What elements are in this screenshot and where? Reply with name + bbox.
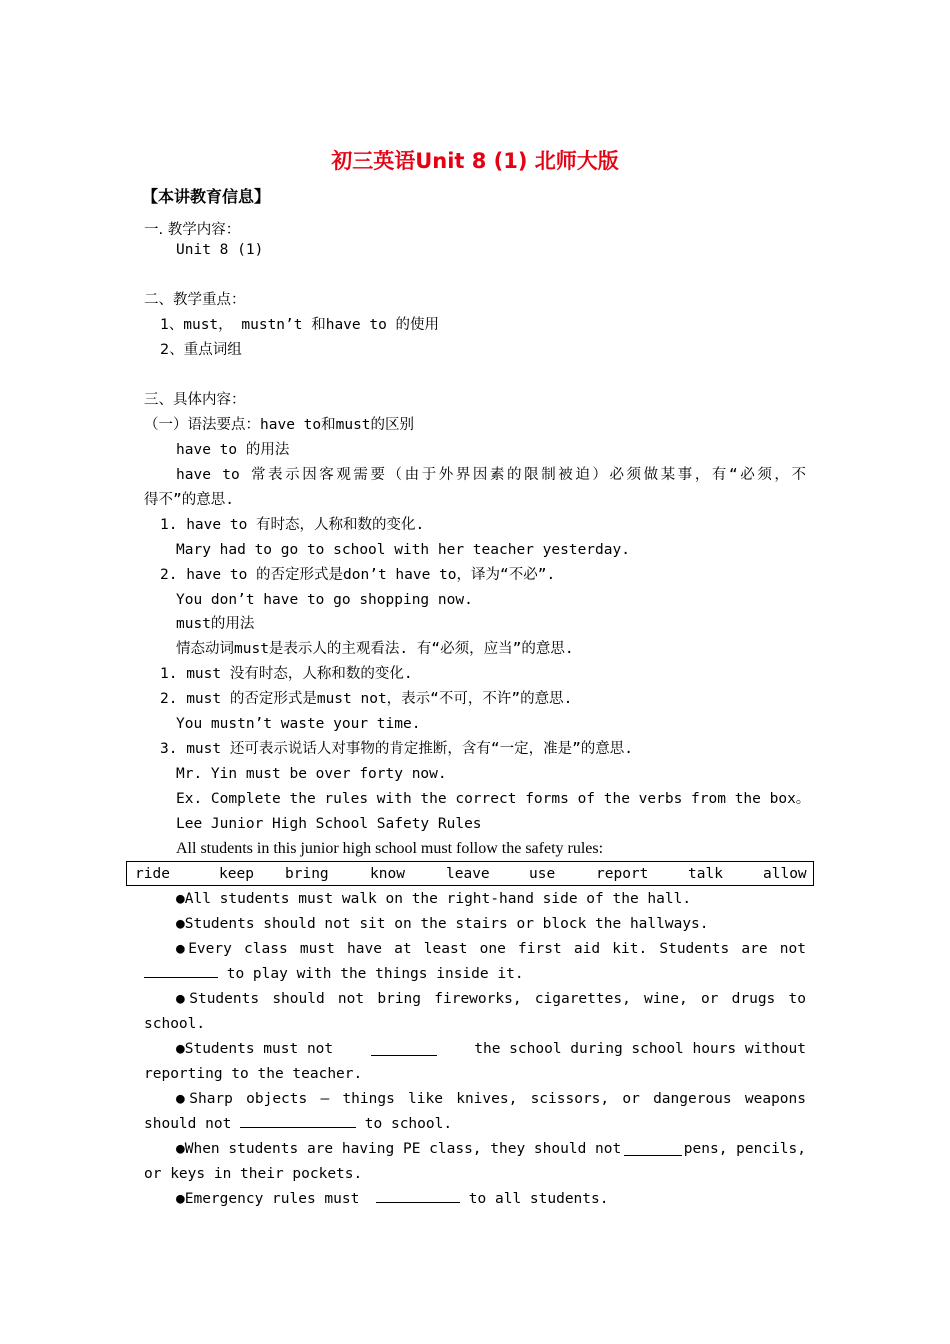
- word-box-item: talk: [688, 866, 723, 882]
- rule-item-cont: reporting to the teacher.: [144, 1066, 363, 1082]
- example-sentence: Mr. Yin must be over forty now.: [176, 766, 447, 782]
- answer-blank[interactable]: [240, 1113, 356, 1128]
- answer-blank[interactable]: [624, 1141, 682, 1156]
- part2-item: 1、must， mustn’t 和have to 的使用: [160, 317, 440, 333]
- must-point-3: 3. must 还可表示说话人对事物的肯定推断，含有“一定，准是”的意思.: [160, 741, 634, 757]
- rule-text: ●Students must not: [176, 1041, 334, 1057]
- rule-text: ●Emergency rules must: [176, 1191, 360, 1207]
- rule-text: to play with the things inside it.: [226, 966, 524, 982]
- rule-item: [176, 1137, 806, 1162]
- rule-item: ●Students should not sit on the stairs or block the hallways.: [176, 916, 709, 932]
- have-to-description-cont: 得不”的意思.: [144, 492, 234, 508]
- word-box: [126, 861, 814, 886]
- rule-text: the school during school hours without: [474, 1041, 806, 1057]
- rule-item: ●Sharp objects – things like knives, scissors, or dangerous weapons: [176, 1091, 806, 1107]
- answer-blank[interactable]: [371, 1041, 437, 1056]
- rule-item: [176, 1037, 806, 1062]
- rule-item: ●All students must walk on the right-hand side of the hall.: [176, 891, 692, 907]
- word-box-item: keep: [219, 866, 254, 882]
- have-to-point-2: 2. have to 的否定形式是don’t have to，译为“不必”.: [160, 567, 556, 583]
- rule-item-cont: [144, 962, 524, 987]
- must-point-2: 2. must 的否定形式是must not，表示“不可，不许”的意思.: [160, 691, 573, 707]
- part2-item: 2、重点词组: [160, 342, 242, 358]
- word-box-item: allow: [763, 866, 807, 882]
- rule-item: ●Students should not bring fireworks, cigarettes, wine, or drugs to: [176, 991, 806, 1007]
- rule-item: ●Every class must have at least one first aid kit. Students are not: [176, 941, 806, 957]
- must-usage: must的用法: [176, 616, 255, 632]
- rule-text: ●When students are having PE class, they should not: [176, 1141, 622, 1157]
- rule-text: should not: [144, 1116, 232, 1132]
- example-sentence: You don’t have to go shopping now.: [176, 592, 473, 608]
- rules-intro: All students in this junior high school must follow the safety rules:: [176, 840, 604, 857]
- part1-heading: 一. 教学内容：: [144, 222, 241, 238]
- must-description: 情态动词must是表示人的主观看法. 有“必须，应当”的意思.: [176, 641, 574, 657]
- part3-heading: 三、具体内容：: [144, 392, 246, 408]
- document-title: 初三英语Unit 8 (1) 北师大版: [331, 149, 619, 173]
- have-to-usage: have to 的用法: [176, 442, 290, 458]
- rule-item: [176, 1187, 608, 1212]
- word-box-item: ride: [135, 866, 170, 882]
- answer-blank[interactable]: [144, 963, 218, 978]
- example-sentence: You mustn’t waste your time.: [176, 716, 421, 732]
- grammar-subheading: （一）语法要点：have to和must的区别: [144, 417, 415, 433]
- part2-heading: 二、教学重点：: [144, 292, 246, 308]
- part1-content: Unit 8 (1): [176, 242, 264, 258]
- word-box-item: leave: [446, 866, 490, 882]
- must-point-1: 1. must 没有时态，人称和数的变化.: [160, 666, 413, 682]
- word-box-item: know: [370, 866, 405, 882]
- rule-item-cont: or keys in their pockets.: [144, 1166, 363, 1182]
- rules-title: Lee Junior High School Safety Rules: [176, 816, 482, 832]
- rule-text: pens, pencils,: [683, 1141, 806, 1157]
- have-to-point-1: 1. have to 有时态，人称和数的变化.: [160, 517, 425, 533]
- word-box-item: use: [529, 866, 556, 882]
- rule-text: to school.: [364, 1116, 453, 1132]
- word-box-item: report: [596, 866, 649, 882]
- exercise-instruction: Ex. Complete the rules with the correct forms of the verbs from the box。: [176, 791, 811, 807]
- rule-text: to all students.: [468, 1191, 609, 1207]
- have-to-description: have to 常表示因客观需要（由于外界因素的限制被迫）必须做某事，有“必须，不: [176, 467, 806, 483]
- word-box-item: bring: [285, 866, 329, 882]
- rule-item-cont: [144, 1112, 452, 1137]
- answer-blank[interactable]: [376, 1188, 460, 1203]
- rule-item-cont: school.: [144, 1016, 206, 1032]
- section-header: 【本讲教育信息】: [142, 187, 271, 206]
- example-sentence: Mary had to go to school with her teacher yesterday.: [176, 542, 630, 558]
